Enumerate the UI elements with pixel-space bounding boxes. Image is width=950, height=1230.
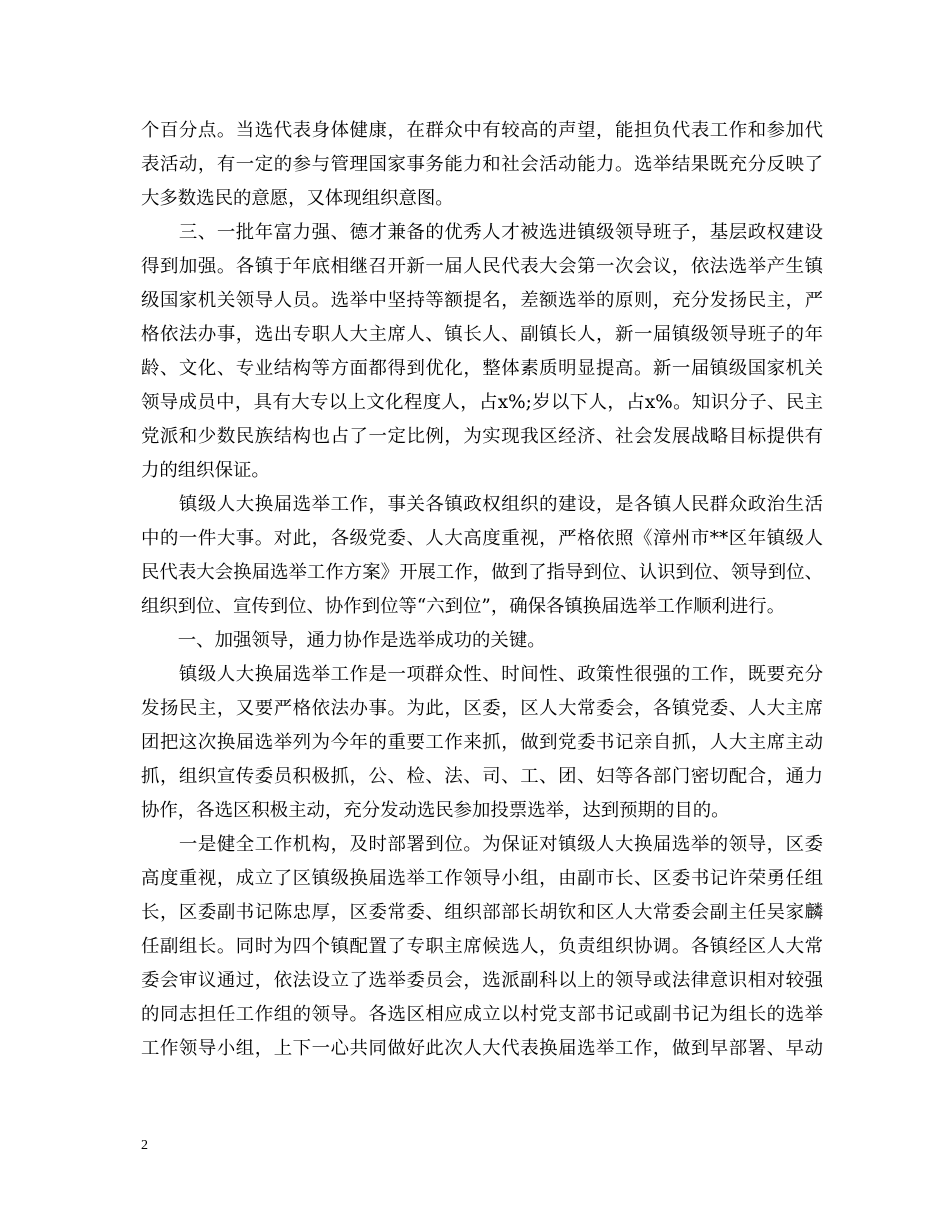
text-line: 发扬民主，又要严格依法办事。为此，区委，区人大常委会，各镇党委、人大主席 xyxy=(141,698,823,719)
text-line: 高度重视，成立了区镇级换届选举工作领导小组，由副市长、区委书记许荣勇任组 xyxy=(141,868,823,889)
text-line: 力的组织保证。 xyxy=(141,460,270,481)
text-line: 工作领导小组，上下一心共同做好此次人大代表换届选举工作，做到早部署、早动 xyxy=(141,1038,823,1059)
text-line: 领导成员中，具有大专以上文化程度人，占x%;岁以下人，占x%。知识分子、民主 xyxy=(141,392,823,413)
text-line: 的同志担任工作组的领导。各选区相应成立以村党支部书记或副书记为组长的选举 xyxy=(141,1004,823,1025)
text-line: 协作，各选区积极主动，充分发动选民参加投票选举，达到预期的目的。 xyxy=(141,800,730,821)
text-line: 个百分点。当选代表身体健康，在群众中有较高的声望，能担负代表工作和参加代 xyxy=(141,120,823,141)
text-line: 组织到位、宣传到位、协作到位等“六到位”，确保各镇换届选举工作顺利进行。 xyxy=(141,596,786,617)
text-line: 委会审议通过，依法设立了选举委员会，选派副科以上的领导或法律意识相对较强 xyxy=(141,970,823,991)
text-line: 一是健全工作机构，及时部署到位。为保证对镇级人大换届选举的领导，区委 xyxy=(141,834,823,855)
text-line: 一、加强领导，通力协作是选举成功的关键。 xyxy=(141,630,546,651)
text-line: 表活动，有一定的参与管理国家事务能力和社会活动能力。选举结果既充分反映了 xyxy=(141,154,823,175)
text-line: 镇级人大换届选举工作，事关各镇政权组织的建设，是各镇人民群众政治生活 xyxy=(141,494,823,515)
text-line: 镇级人大换届选举工作是一项群众性、时间性、政策性很强的工作，既要充分 xyxy=(141,664,823,685)
text-line: 龄、文化、专业结构等方面都得到优化，整体素质明显提高。新一届镇级国家机关 xyxy=(141,358,823,379)
page-number: 2 xyxy=(141,1138,148,1153)
text-line: 三、一批年富力强、德才兼备的优秀人才被选进镇级领导班子，基层政权建设 xyxy=(141,222,823,243)
text-line: 格依法办事，选出专职人大主席人、镇长人、副镇长人，新一届镇级领导班子的年 xyxy=(141,324,823,345)
text-line: 任副组长。同时为四个镇配置了专职主席候选人，负责组织协调。各镇经区人大常 xyxy=(141,936,823,957)
text-line: 抓，组织宣传委员积极抓，公、检、法、司、工、团、妇等各部门密切配合，通力 xyxy=(141,766,823,787)
text-line: 级国家机关领导人员。选举中坚持等额提名，差额选举的原则，充分发扬民主，严 xyxy=(141,290,823,311)
text-line: 中的一件大事。对此，各级党委、人大高度重视，严格依照《漳州市**区年镇级人 xyxy=(141,528,823,549)
text-line: 民代表大会换届选举工作方案》开展工作，做到了指导到位、认识到位、领导到位、 xyxy=(141,562,823,583)
document-body xyxy=(141,114,823,1066)
text-line: 大多数选民的意愿，又体现组织意图。 xyxy=(141,188,454,209)
text-line: 长，区委副书记陈忠厚，区委常委、组织部部长胡钦和区人大常委会副主任吴家麟 xyxy=(141,902,823,923)
text-line: 得到加强。各镇于年底相继召开新一届人民代表大会第一次会议，依法选举产生镇 xyxy=(141,256,823,277)
text-line: 党派和少数民族结构也占了一定比例，为实现我区经济、社会发展战略目标提供有 xyxy=(141,426,823,447)
text-line: 团把这次换届选举列为今年的重要工作来抓，做到党委书记亲自抓，人大主席主动 xyxy=(141,732,823,753)
